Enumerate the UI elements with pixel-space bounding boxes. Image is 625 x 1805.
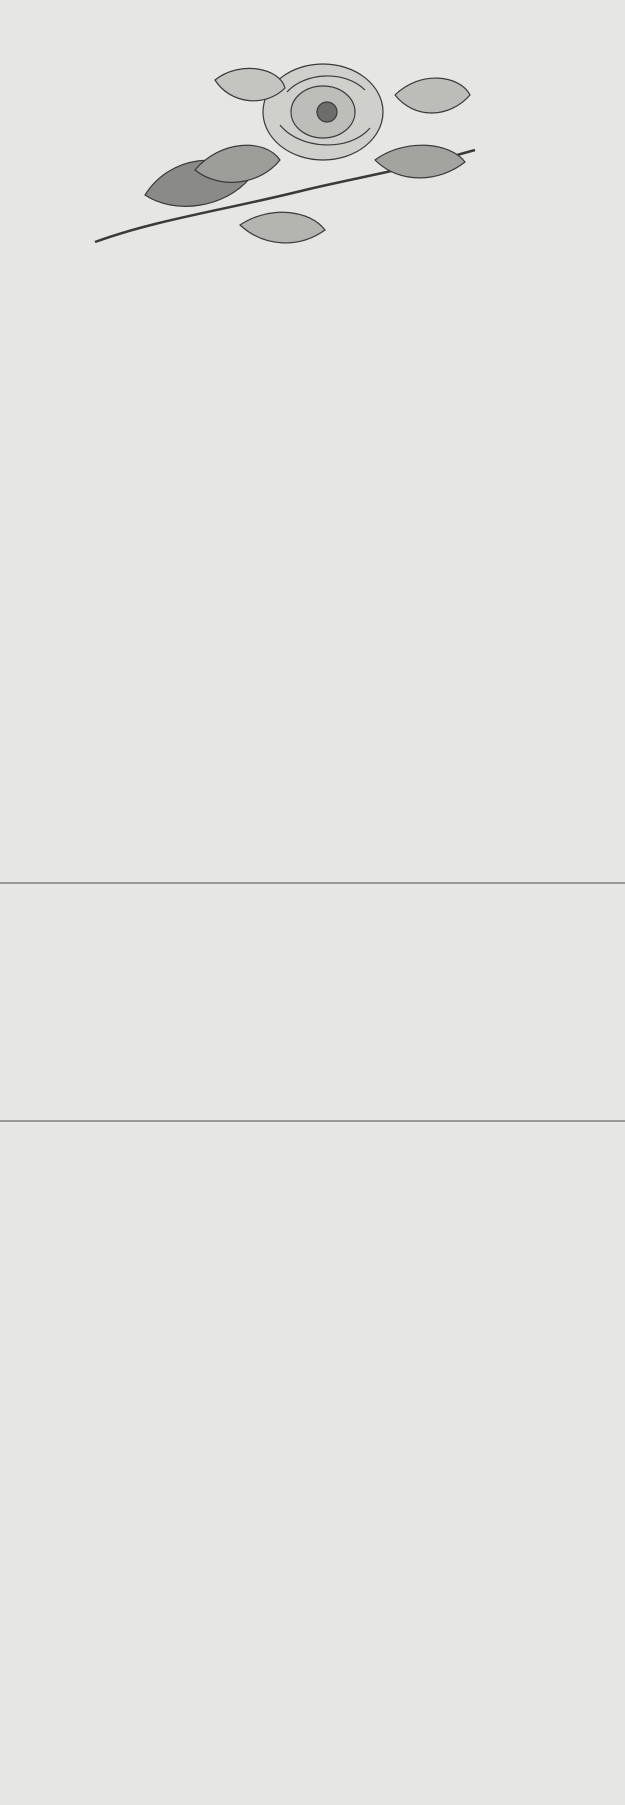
divider-bottom [0, 1120, 625, 1122]
divider-top [0, 882, 625, 884]
camellia-illustration [75, 20, 505, 270]
camellia-flower-icon [75, 20, 505, 270]
